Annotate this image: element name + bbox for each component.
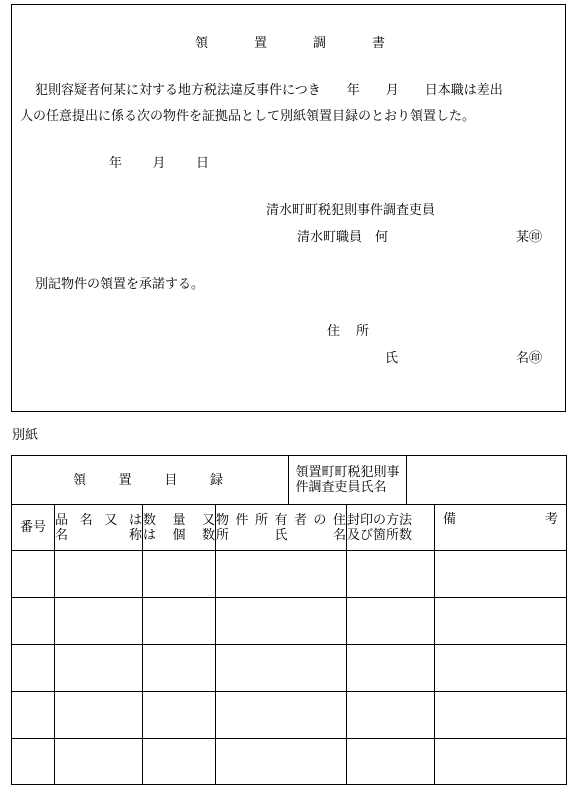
row-owner-cell[interactable] (216, 645, 347, 692)
row-quantity-cell[interactable] (143, 645, 216, 692)
row-item-cell[interactable] (55, 551, 143, 598)
body-line-1: 犯則容疑者何某に対する地方税法違反事件につき 年 月 日本職は差出 (35, 83, 503, 98)
row-owner-cell[interactable] (216, 739, 347, 785)
row-remarks-cell[interactable] (435, 598, 567, 645)
row-remarks-cell[interactable] (435, 645, 567, 692)
table-row (12, 598, 567, 645)
officer-header (289, 456, 407, 504)
inventory-title-char: 目 (164, 472, 178, 488)
row-number-cell[interactable] (12, 551, 55, 598)
official-seal: 某㊞ (516, 230, 543, 245)
title-char: 置 (253, 36, 267, 51)
row-quantity-cell[interactable] (143, 598, 216, 645)
title-char: 書 (371, 36, 385, 51)
row-item-cell[interactable] (55, 645, 143, 692)
row-item-cell[interactable] (55, 692, 143, 739)
row-item-cell[interactable] (55, 739, 143, 785)
row-number-cell[interactable] (12, 645, 55, 692)
row-remarks-cell[interactable] (435, 739, 567, 785)
officer-header-line2: 件調査吏員氏名 (295, 480, 387, 495)
row-quantity-cell[interactable] (143, 692, 216, 739)
table-row (12, 645, 567, 692)
row-remarks-cell[interactable] (435, 551, 567, 598)
date-month: 月 (152, 156, 166, 171)
row-seal-cell[interactable] (347, 551, 435, 598)
inventory-rows (12, 551, 567, 785)
title-char: 調 (312, 36, 326, 51)
attachment-label: 別紙 (12, 428, 39, 443)
date-day: 日 (195, 156, 209, 171)
inventory-table (11, 455, 567, 785)
row-owner-cell[interactable] (216, 598, 347, 645)
col-remarks-header: 備 考 (435, 505, 567, 551)
col-seal-header: 封印の方法 及び箇所数 (347, 505, 435, 551)
row-remarks-cell[interactable] (435, 692, 567, 739)
col-item-header: 品 名 又 は 名 称 (55, 505, 143, 551)
officer-name-cell (295, 456, 567, 505)
inventory-title-char: 置 (118, 472, 132, 488)
body-line-2: 人の任意提出に係る次の物件を証拠品として別紙領置目録のとおり領置した。 (20, 109, 476, 124)
inventory-title-char: 録 (209, 472, 223, 488)
date-year: 年 (109, 156, 123, 171)
document-date (109, 156, 209, 172)
consent-statement: 別記物件の領置を承諾する。 (35, 277, 205, 292)
inventory-title-char: 領 (73, 472, 87, 488)
table-row (12, 551, 567, 598)
officer-name-value (407, 456, 567, 504)
row-item-cell[interactable] (55, 598, 143, 645)
table-row (12, 692, 567, 739)
row-owner-cell[interactable] (216, 692, 347, 739)
official-name: 清水町職員 何 (297, 230, 389, 245)
table-row (12, 739, 567, 785)
name-label-first: 氏 (385, 351, 399, 366)
address-label: 住 所 (327, 324, 369, 339)
row-seal-cell[interactable] (347, 739, 435, 785)
row-seal-cell[interactable] (347, 692, 435, 739)
row-quantity-cell[interactable] (143, 739, 216, 785)
officer-header-line1: 領置町町税犯則事 (295, 465, 400, 480)
row-owner-cell[interactable] (216, 551, 347, 598)
row-number-cell[interactable] (12, 598, 55, 645)
name-label-seal: 名㊞ (516, 351, 543, 366)
document-title (195, 36, 385, 52)
row-number-cell[interactable] (12, 739, 55, 785)
row-seal-cell[interactable] (347, 598, 435, 645)
row-number-cell[interactable] (12, 692, 55, 739)
col-owner-header: 物 件 所 有 者 の 住 所 氏 名 (216, 505, 347, 551)
title-char: 領 (195, 36, 209, 51)
official-title: 清水町町税犯則事件調査吏員 (266, 203, 436, 218)
row-quantity-cell[interactable] (143, 551, 216, 598)
col-number-header: 番号 (12, 505, 55, 551)
row-seal-cell[interactable] (347, 645, 435, 692)
col-quantity-header: 数 量 又 は 個 数 (143, 505, 216, 551)
